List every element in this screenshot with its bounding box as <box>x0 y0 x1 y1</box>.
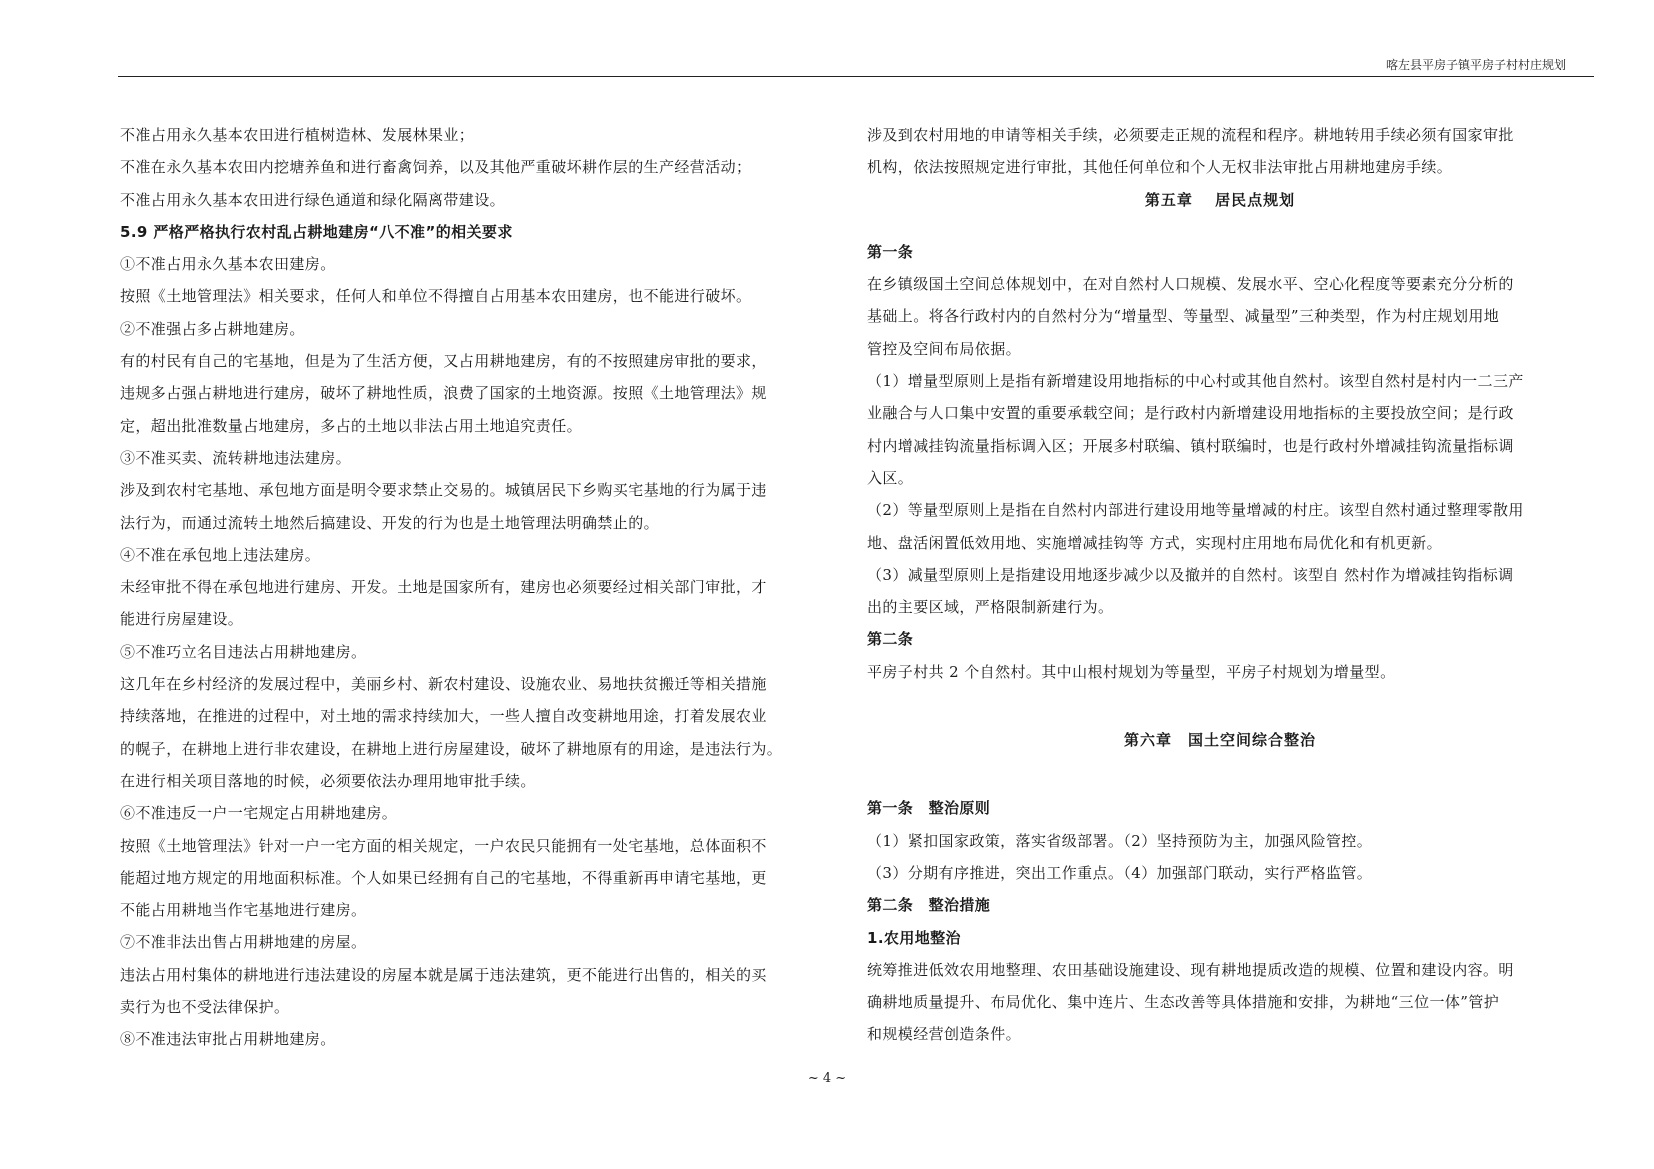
text-line: 管控及空间布局依据。 <box>867 339 1022 358</box>
text-line: 不能占用耕地当作宅基地进行建房。 <box>120 901 367 920</box>
article-heading: 第二条 <box>867 630 914 649</box>
text-line: 持续落地，在推进的过程中，对土地的需求持续加大，一些人擅自改变耕地用途，打着发展农业 <box>120 707 767 726</box>
article-heading: 第一条 整治原则 <box>867 799 991 818</box>
text-line: 违规多占强占耕地进行建房，破坏了耕地性质，浪费了国家的土地资源。按照《土地管理法》规 <box>120 384 767 403</box>
article-heading: 第一条 <box>867 242 914 261</box>
spacer <box>867 216 1573 236</box>
text-line: 涉及到农村用地的申请等相关手续，必须要走正规的流程和程序。耕地转用手续必须有国家审批 <box>867 126 1514 144</box>
text-line: 不准在永久基本农田内挖塘养鱼和进行畜禽饲养，以及其他严重破坏耕作层的生产经营活动； <box>120 158 752 177</box>
text-line: 业融合与人口集中安置的重要承载空间；是行政村内新增建设用地指标的主要投放空间；是行政 <box>867 404 1514 423</box>
text-line: 机构，依法按照规定进行审批，其他任何单位和个人无权非法审批占用耕地建房手续。 <box>867 158 1453 177</box>
text-line: 能超过地方规定的用地面积标准。个人如果已经拥有自己的宅基地，不得重新再申请宅基地，更 <box>120 868 767 887</box>
subsection-heading: 1.农用地整治 <box>867 928 961 947</box>
text-line: ④不准在承包地上违法建房。 <box>120 545 321 564</box>
right-column <box>867 119 1573 1051</box>
text-line: 按照《土地管理法》相关要求，任何人和单位不得擅自占用基本农田建房，也不能进行破坏。 <box>120 287 752 306</box>
text-line: 基础上。将各行政村内的自然村分为“增量型、等量型、减量型”三种类型，作为村庄规划用地 <box>867 307 1500 326</box>
text-line: 卖行为也不受法律保护。 <box>120 998 290 1017</box>
text-line: 统筹推进低效农用地整理、农田基础设施建设、现有耕地提质改造的规模、位置和建设内容。明 <box>867 960 1514 979</box>
text-line: 在进行相关项目落地的时候，必须要依法办理用地审批手续。 <box>120 771 536 790</box>
text-line: ③不准买卖、流转耕地违法建房。 <box>120 448 352 467</box>
text-line: 法行为，而通过流转土地然后搞建设、开发的行为也是土地管理法明确禁止的。 <box>120 513 660 532</box>
left-column <box>120 119 820 1056</box>
text-line: 未经审批不得在承包地进行建房、开发。土地是国家所有，建房也必须要经过相关部门审批，才 <box>120 578 767 597</box>
text-line: 的幌子，在耕地上进行非农建设，在耕地上进行房屋建设，破坏了耕地原有的用途，是违法行为。 <box>120 739 783 758</box>
spacer <box>867 756 1573 792</box>
text-line: ⑥不准违反一户一宅规定占用耕地建房。 <box>120 804 398 823</box>
text-line: ②不准强占多占耕地建房。 <box>120 319 305 338</box>
text-line: （3）分期有序推进，突出工作重点。（4）加强部门联动，实行严格监管。 <box>867 863 1373 882</box>
text-line: 确耕地质量提升、布局优化、集中连片、生态改善等具体措施和安排，为耕地“三位一体”管护 <box>867 993 1500 1012</box>
chapter-title: 第六章 国土空间综合整治 <box>1123 731 1316 750</box>
text-line: 按照《土地管理法》针对一户一宅方面的相关规定，一户农民只能拥有一处宅基地，总体面积不 <box>120 836 767 855</box>
text-line: ①不准占用永久基本农田建房。 <box>120 255 336 274</box>
text-line: 定，超出批准数量占地建房，多占的土地以非法占用土地追究责任。 <box>120 416 583 435</box>
text-line: 和规模经营创造条件。 <box>867 1025 1022 1044</box>
text-line: 在乡镇级国土空间总体规划中，在对自然村人口规模、发展水平、空心化程度等要素充分分析的 <box>867 275 1514 294</box>
text-line: 入区。 <box>867 468 914 487</box>
document-header-title: 喀左县平房子镇平房子村村庄规划 <box>1385 58 1566 72</box>
text-line: 平房子村共 2 个自然村。其中山根村规划为等量型，平房子村规划为增量型。 <box>867 662 1396 681</box>
text-line: 地、盘活闲置低效用地、实施增减挂钩等 方式，实现村庄用地布局优化和有机更新。 <box>867 533 1442 552</box>
text-line: 涉及到农村宅基地、承包地方面是明令要求禁止交易的。城镇居民下乡购买宅基地的行为属于违 <box>120 481 767 500</box>
text-line: （3）减量型原则上是指建设用地逐步减少以及撤并的自然村。该型自 然村作为增减挂钩指标调 <box>867 565 1514 584</box>
text-line: （1）紧扣国家政策，落实省级部署。（2）坚持预防为主，加强风险管控。 <box>867 831 1373 850</box>
text-line: 不准占用永久基本农田进行绿色通道和绿化隔离带建设。 <box>120 190 506 209</box>
text-line: 有的村民有自己的宅基地，但是为了生活方便，又占用耕地建房，有的不按照建房审批的要求， <box>120 352 767 371</box>
text-line: 不准占用永久基本农田进行植树造林、发展林果业； <box>120 126 475 144</box>
text-line: ⑦不准非法出售占用耕地建的房屋。 <box>120 933 367 952</box>
header-divider <box>118 76 1594 77</box>
article-heading: 第二条 整治措施 <box>867 896 991 915</box>
text-line: （1）增量型原则上是指有新增建设用地指标的中心村或其他自然村。该型自然村是村内一二三产 <box>867 372 1524 391</box>
text-line: 村内增减挂钩流量指标调入区；开展多村联编、镇村联编时，也是行政村外增减挂钩流量指标调 <box>867 436 1514 455</box>
chapter-title: 第五章 居民点规划 <box>1144 190 1296 209</box>
page-number: ~ 4 ~ <box>807 1071 847 1086</box>
text-line: ⑧不准违法审批占用耕地建房。 <box>120 1030 336 1049</box>
section-heading: 5.9 严格严格执行农村乱占耕地建房“八不准”的相关要求 <box>120 222 513 241</box>
text-line: 这几年在乡村经济的发展过程中，美丽乡村、新农村建设、设施农业、易地扶贫搬迁等相关措施 <box>120 675 767 694</box>
text-line: 违法占用村集体的耕地进行违法建设的房屋本就是属于违法建筑，更不能进行出售的，相关的买 <box>120 965 767 984</box>
text-line: 出的主要区域，严格限制新建行为。 <box>867 598 1114 617</box>
text-line: （2）等量型原则上是指在自然村内部进行建设用地等量增减的村庄。该型自然村通过整理零散用 <box>867 501 1524 520</box>
text-line: 能进行房屋建设。 <box>120 610 244 629</box>
text-line: ⑤不准巧立名目违法占用耕地建房。 <box>120 642 367 661</box>
spacer <box>867 688 1573 724</box>
